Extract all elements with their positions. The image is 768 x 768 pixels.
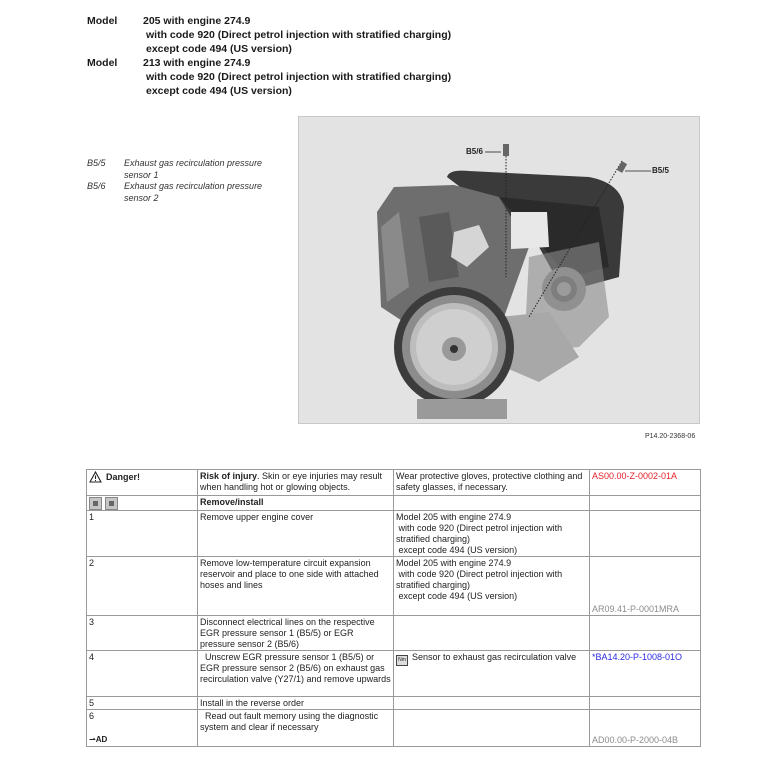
torque-reference-link[interactable]: *BA14.20-P-1008-01O — [590, 651, 701, 697]
step-note: Model 205 with engine 274.9 with code 920 (Direct petrol injection with stratified charging) except code 494 (US version) — [394, 557, 590, 616]
step-text: Disconnect electrical lines on the respective EGR pressure sensor 1 (B5/5) or EGR pressure sensor 2 (B5/6) — [198, 616, 394, 651]
diagnostic-plug-icon: ⇀ — [89, 735, 96, 744]
model-label: Model — [87, 15, 118, 27]
model-line: 213 with engine 274.9 — [143, 57, 251, 69]
danger-row — [87, 470, 701, 496]
step-note: Model 205 with engine 274.9 with code 920 (Direct petrol injection with stratified charging) except code 494 (US version) — [394, 511, 590, 557]
model-applicability — [87, 14, 451, 98]
procedure-table — [86, 469, 701, 747]
diagnosis-badge: ⇀AD — [89, 735, 108, 744]
figure-legend — [87, 158, 287, 204]
step-number: 3 — [87, 616, 198, 651]
risk-heading: Risk of injury — [200, 471, 258, 481]
step-text: Remove low-temperature circuit expansion reservoir and place to one side with attached hoses and lines — [198, 557, 394, 616]
table-row — [87, 616, 701, 651]
step-reference-link[interactable]: AD00.00-P-2000-04B — [590, 710, 701, 747]
model-line: with code 920 (Direct petrol injection with stratified charging) — [146, 29, 452, 41]
table-row — [87, 511, 701, 557]
step-note — [394, 651, 590, 697]
remove-icon — [89, 497, 102, 510]
safety-measure: Wear protective gloves, protective clothing and safety glasses, if necessary. — [394, 470, 590, 496]
risk-text: . Skin or eye injuries may result when handling hot or glowing objects. — [200, 471, 383, 492]
torque-wrench-icon: Nm — [396, 655, 408, 666]
model-line: with code 920 (Direct petrol injection with stratified charging) — [146, 71, 452, 83]
danger-label: Danger! — [89, 471, 195, 483]
model-block-205 — [87, 14, 451, 56]
section-title: Remove/install — [198, 496, 394, 511]
table-row — [87, 697, 701, 710]
step-reference-link[interactable]: AR09.41-P-0001MRA — [590, 557, 701, 616]
model-line: except code 494 (US version) — [146, 85, 292, 97]
legend-code: B5/6 — [87, 181, 106, 191]
model-line: except code 494 (US version) — [146, 43, 292, 55]
install-icon — [105, 497, 118, 510]
step-text: Read out fault memory using the diagnostic system and clear if necessary — [198, 710, 394, 747]
model-line: 205 with engine 274.9 — [143, 15, 251, 27]
section-row — [87, 496, 701, 511]
legend-code: B5/5 — [87, 158, 106, 168]
table-row — [87, 710, 701, 747]
figure-caption: P14.20-2368-06 — [645, 433, 696, 440]
table-row — [87, 557, 701, 616]
model-label: Model — [87, 57, 118, 69]
engine-illustration — [299, 117, 700, 424]
table-row — [87, 651, 701, 697]
step-number: 2 — [87, 557, 198, 616]
step-text: Install in the reverse order — [198, 697, 394, 710]
model-block-213 — [87, 56, 451, 98]
callout-b5-6: B5/6 — [466, 147, 483, 156]
legend-text: Exhaust gas recirculation pressure sensor 2 — [124, 181, 263, 203]
legend-item — [87, 181, 287, 204]
step-number: 5 — [87, 697, 198, 710]
callout-b5-5: B5/5 — [652, 166, 669, 175]
legend-item — [87, 158, 287, 181]
step-number: 6 — [89, 711, 95, 721]
step-text: Unscrew EGR pressure sensor 1 (B5/5) or EGR pressure sensor 2 (B5/6) on exhaust gas recirculation valve (Y27/1) and remove upwards — [198, 651, 394, 697]
step-number: 4 — [87, 651, 198, 697]
step-text: Remove upper engine cover — [198, 511, 394, 557]
engine-figure — [298, 116, 700, 424]
warning-triangle-icon — [89, 471, 102, 483]
step-number: 1 — [87, 511, 198, 557]
legend-text: Exhaust gas recirculation pressure sensor 1 — [124, 158, 263, 180]
torque-spec-text: Sensor to exhaust gas recirculation valve — [412, 652, 577, 662]
danger-reference-link[interactable]: AS00.00-Z-0002-01A — [590, 470, 701, 496]
